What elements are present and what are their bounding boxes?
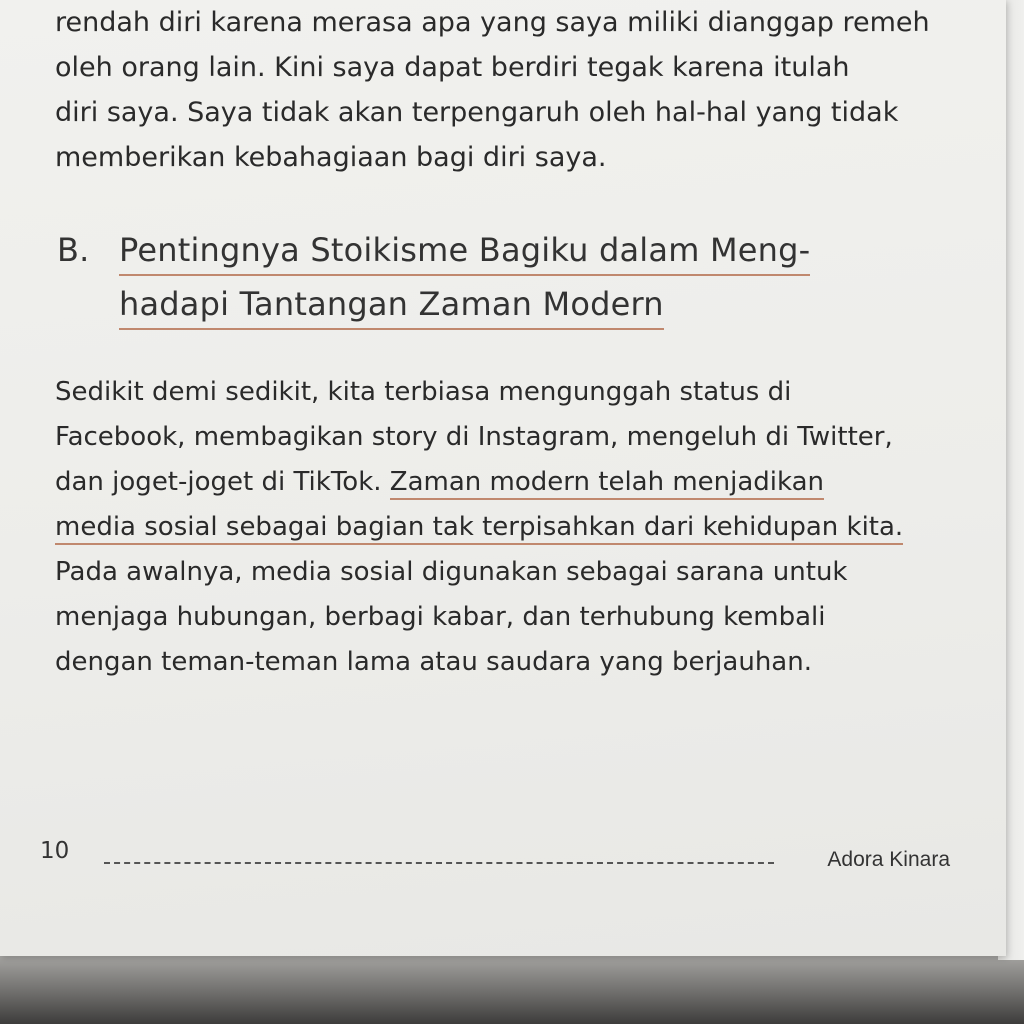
main-paragraph	[55, 370, 945, 685]
page-number: 10	[40, 838, 70, 864]
author-name: Adora Kinara	[827, 848, 950, 871]
top-paragraph-line: diri saya. Saya tidak akan terpengaruh oleh hal-hal yang tidak	[55, 97, 899, 128]
underlined-sentence: media sosial sebagai bagian tak terpisahkan dari kehidupan kita.	[55, 512, 903, 545]
top-paragraph-line: oleh orang lain. Kini saya dapat berdiri tegak karena itulah	[55, 52, 850, 83]
top-paragraph-line: memberikan kebahagiaan bagi diri saya.	[55, 142, 607, 173]
underlined-sentence: Zaman modern telah menjadikan	[390, 467, 824, 500]
section-heading-line-2: hadapi Tantangan Zaman Modern	[119, 280, 664, 330]
page-footer	[40, 836, 950, 876]
main-paragraph-line: dengan teman-teman lama atau saudara yang berjauhan.	[55, 647, 812, 677]
main-paragraph-line	[55, 505, 945, 550]
main-paragraph-line: Facebook, membagikan story di Instagram, mengeluh di Twitter,	[55, 422, 893, 452]
main-paragraph-line: Pada awalnya, media sosial digunakan sebagai sarana untuk	[55, 557, 848, 587]
main-paragraph-text: dan joget-joget di TikTok.	[55, 467, 390, 497]
main-paragraph-line: Sedikit demi sedikit, kita terbiasa mengunggah status di	[55, 377, 792, 407]
main-paragraph-line: menjaga hubungan, berbagi kabar, dan terhubung kembali	[55, 602, 826, 632]
main-paragraph-line	[55, 460, 945, 505]
footer-dashed-rule	[104, 862, 774, 864]
section-heading-line-1: Pentingnya Stoikisme Bagiku dalam Meng-	[119, 226, 810, 276]
top-paragraph-line: rendah diri karena merasa apa yang saya miliki dianggap remeh	[55, 7, 930, 38]
section-letter: B.	[57, 231, 90, 269]
top-paragraph	[55, 0, 935, 180]
